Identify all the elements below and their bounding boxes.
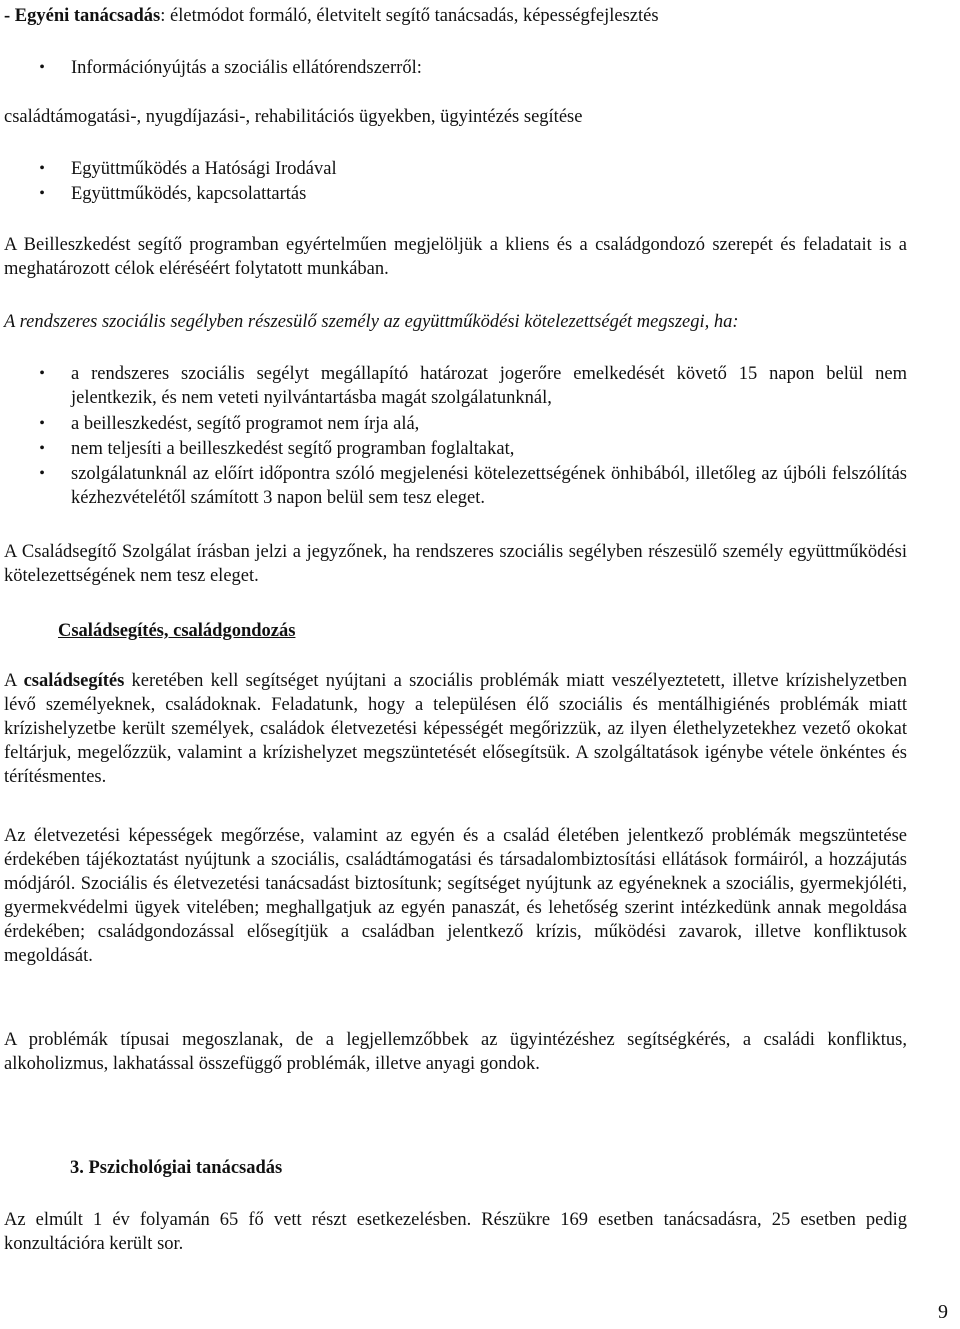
bullet-icon: • xyxy=(39,465,45,482)
text-span: keretében kell segítséget nyújtani a szociális problémák miatt veszélyeztetett, illetve krízishelyzetben lévő személyeknek, családoknak. Feladatunk, hogy a településen élő szociális és mentálhigiénés problémák miatt krízishelyzetbe került személyek, családok életvezetési képességét megőrizzük, az ilyen élethelyzetekhez vezető okokat feltárjuk, megelőzzük, valamint a krízishelyzet megszüntetését elősegítsük. A szolgáltatások igénybe vétele önkéntes és térítésmentes. xyxy=(4,671,908,787)
page-number: 9 xyxy=(938,1301,948,1323)
list-item: nem teljesíti a beilleszkedést segítő programban foglaltakat, xyxy=(71,439,515,459)
list-item: a rendszeres szociális segélyt megállapító határozat jogerőre emelkedését követő 15 napon belül nem jelentkezik, és nem veteti nyilvántartásba magát szolgálatunknál, xyxy=(71,364,907,408)
eletvezetesi-paragraph: Az életvezetési képességek megőrzése, valamint az egyén és a család életében jelentkező problémák megszüntetése érdekében tájékoztatást nyújtunk a szociális, családtámogatási és társadalombiztosítási ellátások formáiról, a hozzájutás módjáról. Szociális és életvezetési tanácsadást biztosítunk; segítséget nyújtunk az egyéneknek a szociális, gyermekjóléti, gyermekvédelmi ügyek vitelében; meghallgatjuk az egyén panaszát, és lehetőség szerint intézkedünk annak megoldása érdekében; családgondozással elősegítjük a családban jelentkező krízis, működési zavarok, illetve konfliktusok megoldását. xyxy=(4,826,907,966)
text-span: A xyxy=(4,671,24,691)
csaladsegites-paragraph xyxy=(4,669,907,789)
list-item: a beilleszkedést, segítő programot nem írja alá, xyxy=(71,414,420,434)
problemak-paragraph: A problémák típusai megoszlanak, de a legjellemzőbbek az ügyintézéshez segítségkérés, a családi konfliktus, alkoholizmus, lakhatással összefüggő problémák, illetve anyagi gondok. xyxy=(4,1030,907,1074)
list-item: Együttműködés a Hatósági Irodával xyxy=(71,159,337,179)
bullet-icon: • xyxy=(39,185,45,202)
info-bullet-item: Információnyújtás a szociális ellátórendszerről: xyxy=(71,58,422,78)
csaladsegito-szolgalat-paragraph: A Családsegítő Szolgálat írásban jelzi a jegyzőnek, ha rendszeres szociális segélyben részesülő személy együttműködési kötelezettségének nem tesz eleget. xyxy=(4,542,907,586)
section-heading: Családsegítés, családgondozás xyxy=(58,621,296,641)
list-item: Együttműködés, kapcsolattartás xyxy=(71,184,307,204)
csaladtamogatasi-line: családtámogatási-, nyugdíjazási-, rehabilitációs ügyekben, ügyintézés segítése xyxy=(4,107,583,127)
egyeni-tanacsadas-label: Egyéni tanácsadás xyxy=(14,6,161,26)
pszichologiai-paragraph: Az elmúlt 1 év folyamán 65 fő vett részt esetkezelésben. Részükre 169 esetben tanácsadásra, 25 esetben pedig konzultációra került sor. xyxy=(4,1210,907,1254)
beilleszkedes-paragraph: A Beilleszkedést segítő programban egyértelműen megjelöljük a kliens és a családgondozó szerepét és feladatait is a meghatározott célok eléréséért folytatott munkában. xyxy=(4,235,907,279)
bullet-icon: • xyxy=(39,440,45,457)
bullet-icon: • xyxy=(39,415,45,432)
section-heading: 3. Pszichológiai tanácsadás xyxy=(70,1158,283,1178)
bullet-icon: • xyxy=(39,160,45,177)
bullet-icon: • xyxy=(39,59,45,76)
rendszeres-segely-intro: A rendszeres szociális segélyben részesülő személy az együttműködési kötelezettségét megszegi, ha: xyxy=(4,312,739,332)
egyeni-tanacsadas-desc: : életmódot formáló, életvitelt segítő tanácsadás, képességfejlesztés xyxy=(160,6,659,26)
bullet-icon: • xyxy=(39,365,45,382)
dash: - xyxy=(4,6,15,26)
egyeni-tanacsadas-line xyxy=(4,4,907,28)
list-item: szolgálatunknál az előírt időpontra szóló megjelenési kötelezettségének önhibából, illetőleg az újbóli felszólítás kézhezvételétől számított 3 napon belül sem tesz eleget. xyxy=(71,464,907,508)
csaladsegites-term: családsegítés xyxy=(23,671,125,691)
